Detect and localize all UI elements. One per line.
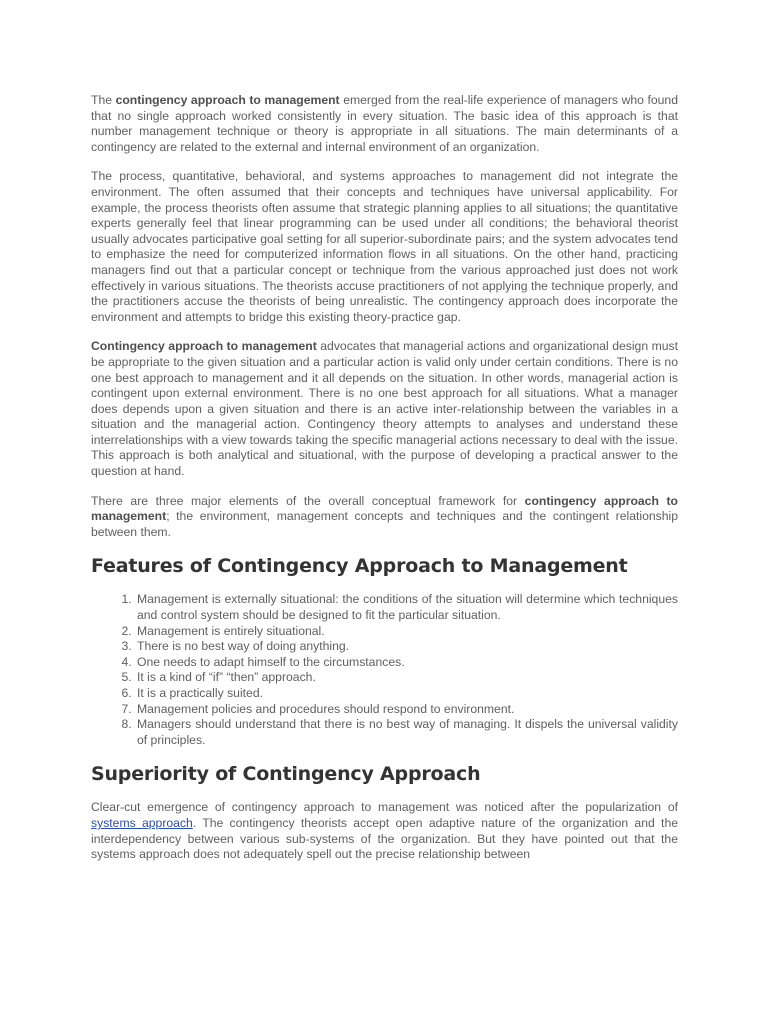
approaches-paragraph: The process, quantitative, behavioral, and systems approaches to management did not integrate the environment. The often assumed that their concepts and techniques have universal applicability. For example, the process theorists often assume that strategic planning applies to all situations; the quantitative experts generally feel that linear programming can be used under all conditions; the behavioral theorist usually advocates participative goal setting for all superior-subordinate pairs; and the system advocates tend to emphasize the need for computerized information flows in all situations. On the other hand, practicing managers find out that a particular concept or technique from the various approached just does not work effectively in various situations. The theorists accuse practitioners of not applying the technique properly, and the practitioners accuse the theorists of being unrealistic. The contingency approach does incorporate the environment and attempts to bridge this existing theory-practice gap. bbox=[91, 169, 678, 324]
framework-text-start: There are three major elements of the overall conceptual framework for bbox=[91, 493, 525, 508]
advocacy-bold-term: Contingency approach to management bbox=[91, 339, 317, 354]
list-item: 1. Management is externally situational: the conditions of the situation will determine which techniques and control system should be designed to fit the particular situation. bbox=[135, 592, 678, 623]
superiority-text-start: Clear-cut emergence of contingency approach to management was noticed after the popularization of bbox=[91, 800, 678, 815]
list-item: 7. Management policies and procedures should respond to environment. bbox=[135, 702, 678, 718]
list-item: 6. It is a practically suited. bbox=[135, 686, 678, 702]
intro-paragraph bbox=[91, 93, 678, 155]
intro-text-end: emerged from the real-life experience of managers who found that no single approach worked consistently in every situation. The basic idea of this approach is that number management technique or theory is appropriate in all situations. The main determinants of a contingency are related to the external and internal environment of an organization. bbox=[91, 93, 678, 154]
list-item: 2. Management is entirely situational. bbox=[135, 624, 678, 640]
advocacy-text: advocates that managerial actions and organizational design must be appropriate to the given situation and a particular action is valid only under certain conditions. There is no one best approach to management and it all depends on the situation. In other words, managerial action is contingent upon external environment. There is no one best approach for all situations. What a manager does depends upon a given situation and there is an active inter-relationship between the variables in a situation and the managerial action. Contingency theory attempts to analyses and understand these interrelationships with a view towards taking the specific managerial actions necessary to deal with the issue. This approach is both analytical and situational, with the purpose of developing a practical answer to the question at hand. bbox=[91, 339, 678, 479]
features-list bbox=[91, 592, 678, 748]
intro-text-start: The bbox=[91, 93, 116, 107]
list-item: 3. There is no best way of doing anything. bbox=[135, 639, 678, 655]
list-item: 4. One needs to adapt himself to the circumstances. bbox=[135, 655, 678, 671]
superiority-paragraph bbox=[91, 800, 678, 862]
framework-text-end: ; the environment, management concepts and techniques and the contingent relationship between them. bbox=[91, 509, 678, 539]
framework-paragraph bbox=[91, 494, 678, 541]
advocacy-paragraph bbox=[91, 339, 678, 479]
list-item: 8. Managers should understand that there is no best way of managing. It dispels the universal validity of principles. bbox=[135, 717, 678, 748]
document-page bbox=[91, 93, 678, 877]
list-item: 5. It is a kind of “if” “then” approach. bbox=[135, 670, 678, 686]
framework-bold-term: contingency approach to management bbox=[91, 493, 678, 524]
systems-approach-link[interactable]: systems approach bbox=[91, 815, 193, 830]
superiority-heading: Superiority of Contingency Approach bbox=[91, 763, 481, 786]
intro-bold-term: contingency approach to management bbox=[115, 93, 340, 107]
features-heading: Features of Contingency Approach to Management bbox=[91, 555, 628, 578]
superiority-text-end: . The contingency theorists accept open adaptive nature of the organization and the interdependency between various sub-systems of the organization. But they have pointed out that the systems approach does not adequately spell out the precise relationship between bbox=[91, 815, 679, 862]
